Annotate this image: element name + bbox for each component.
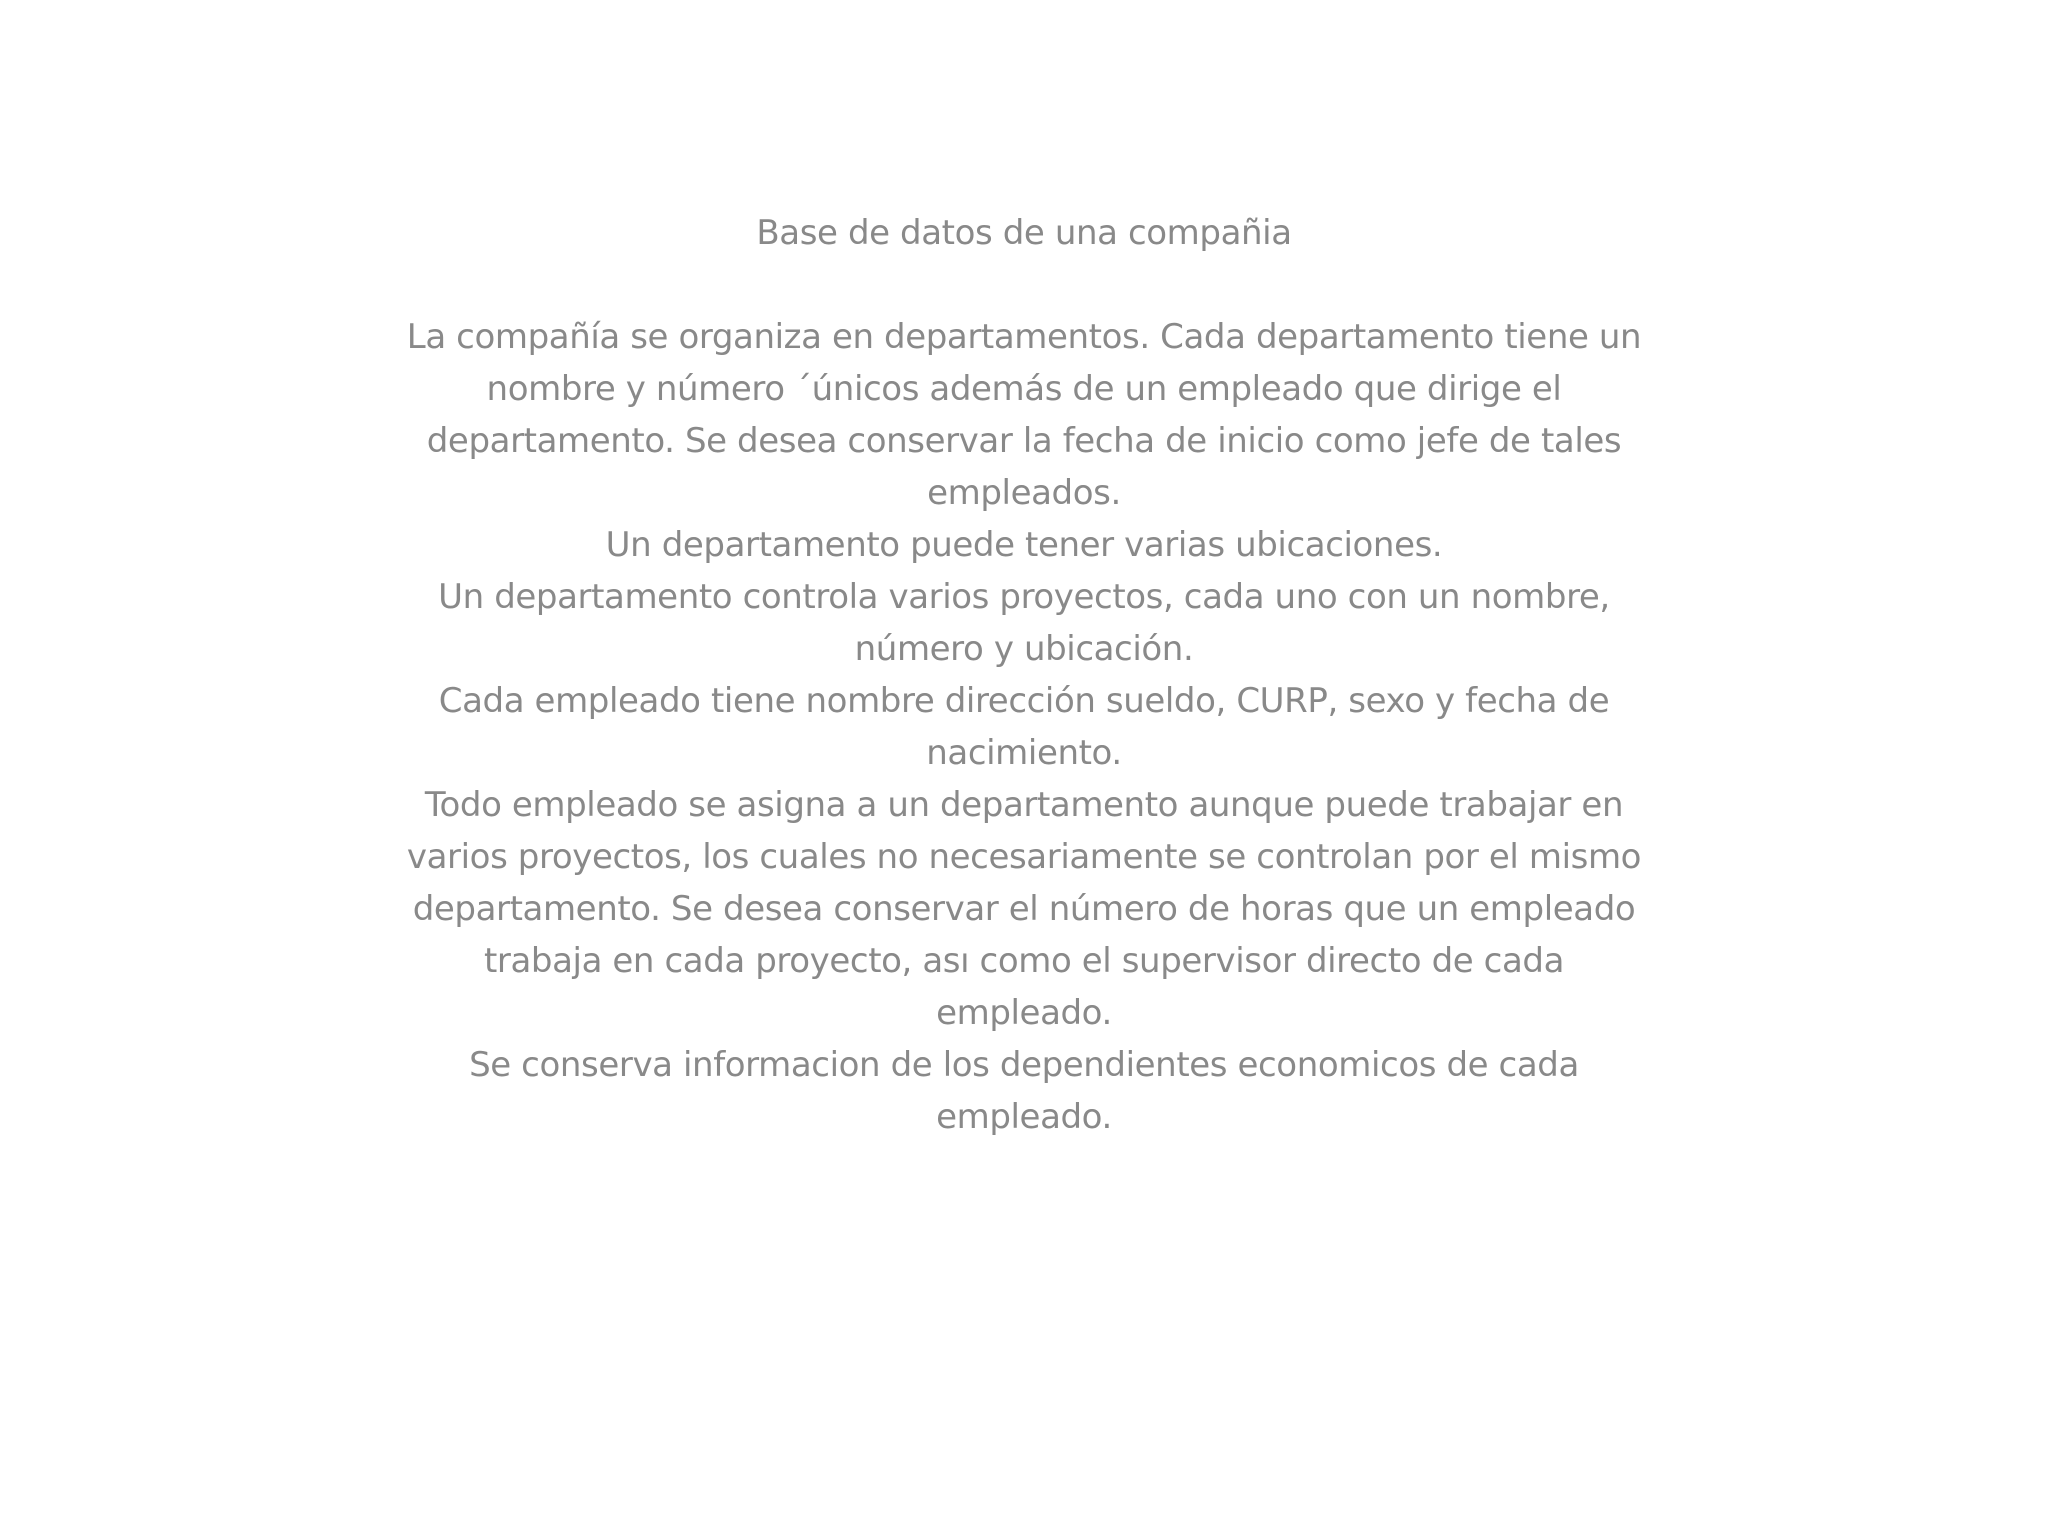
slide-text-body (400, 207, 1648, 1143)
paragraph-locations: Un departamento puede tener varias ubicaciones. (605, 525, 1443, 565)
paragraph-employee-attributes: Cada empleado tiene nombre dirección sueldo, CURP, sexo y fecha de nacimiento. (438, 681, 1610, 773)
paragraph-projects: Un departamento controla varios proyectos, cada uno con un nombre, número y ubicación. (438, 577, 1610, 669)
slide-title: Base de datos de una compañia (756, 213, 1292, 253)
paragraph-departments: La compañía se organiza en departamentos. Cada departamento tiene un nombre y número ´únicos además de un empleado que dirige el departamento. Se desea conservar la fecha de inicio como jefe de tales empleados. (406, 317, 1642, 513)
paragraph-employee-assignment: Todo empleado se asigna a un departamento aunque puede trabajar en varios proyectos, los cuales no necesariamente se controlan por el mismo departamento. Se desea conservar el número de horas que un empleado trabaja en cada proyecto, ası como el supervisor directo de cada empleado. (406, 785, 1642, 1033)
paragraph-dependents: Se conserva informacion de los dependientes economicos de cada empleado. (469, 1045, 1579, 1137)
